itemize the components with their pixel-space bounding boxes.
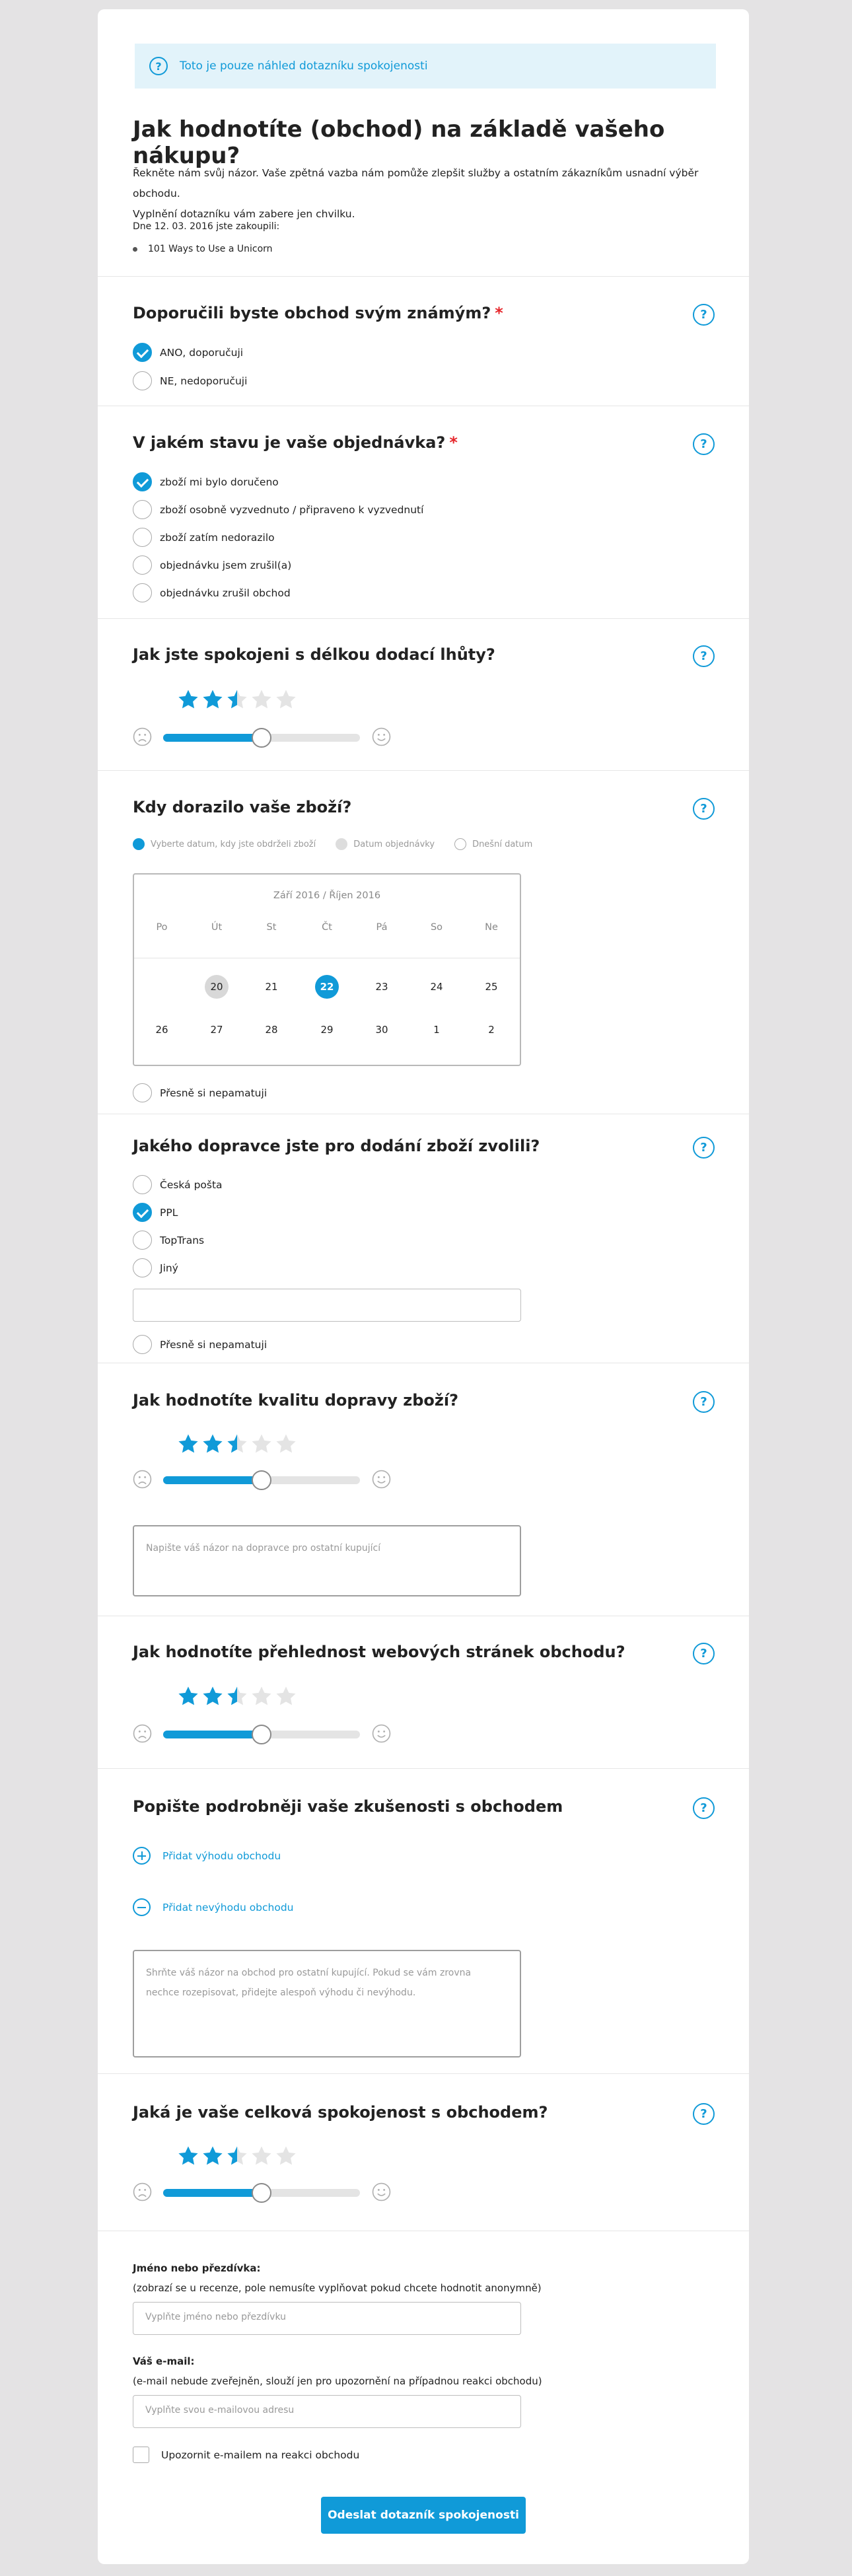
sad-face-icon bbox=[133, 1724, 152, 1743]
sad-face-icon bbox=[133, 2182, 152, 2201]
date-option-today[interactable] bbox=[454, 838, 532, 850]
calendar-day[interactable]: 23 bbox=[375, 981, 388, 993]
slider-fill bbox=[163, 1731, 262, 1738]
star-full-icon[interactable] bbox=[177, 1433, 199, 1455]
radio-option[interactable] bbox=[133, 500, 423, 519]
other-carrier-input[interactable] bbox=[133, 1289, 521, 1322]
star-empty-icon[interactable] bbox=[275, 1433, 297, 1455]
purchase-date-label: Dne 12. 03. 2016 jste zakoupili: bbox=[133, 221, 280, 232]
intro-line-1: Řekněte nám svůj názor. Vaše zpětná vazba nám pomůže zlepšit služby a ostatním zákazníkům usnadní výběr obchodu. bbox=[133, 167, 699, 199]
satisfaction-slider[interactable] bbox=[133, 1470, 410, 1489]
calendar-day[interactable]: 20 bbox=[205, 975, 229, 999]
radio-unchecked[interactable] bbox=[133, 555, 152, 575]
slider-track[interactable] bbox=[163, 2189, 360, 2197]
add-pro-button[interactable] bbox=[133, 1847, 281, 1865]
carrier-review-textarea[interactable]: Napište váš názor na dopravce pro ostatní kupující bbox=[133, 1525, 521, 1596]
slider-track[interactable] bbox=[163, 1476, 360, 1484]
radio-option[interactable] bbox=[133, 555, 291, 575]
intro-line-2: Vyplnění dotazníku vám zabere jen chvilku. bbox=[133, 208, 355, 220]
calendar-day[interactable]: 21 bbox=[265, 981, 278, 993]
option-label: Jiný bbox=[160, 1262, 178, 1274]
help-icon[interactable]: ? bbox=[693, 304, 715, 326]
weekday-label: St bbox=[266, 922, 277, 933]
star-empty-icon[interactable] bbox=[250, 2145, 273, 2167]
option-label: objednávku zrušil obchod bbox=[160, 587, 291, 599]
add-pro-label: Přidat výhodu obchodu bbox=[162, 1849, 281, 1862]
question-text: Doporučili byste obchod svým známým? bbox=[133, 304, 491, 322]
star-full-icon[interactable] bbox=[201, 1685, 224, 1707]
slider-handle[interactable] bbox=[252, 1470, 271, 1490]
option-label: Přesně si nepamatuji bbox=[160, 1338, 267, 1351]
slider-fill bbox=[163, 734, 262, 742]
radio-unchecked[interactable] bbox=[133, 1175, 152, 1194]
calendar-header: Září 2016 / Říjen 2016 bbox=[273, 890, 381, 901]
notify-checkbox-row[interactable] bbox=[133, 2447, 359, 2463]
help-icon[interactable]: ? bbox=[693, 645, 715, 667]
product-name: 101 Ways to Use a Unicorn bbox=[148, 244, 273, 254]
star-full-icon[interactable] bbox=[177, 688, 199, 711]
radio-unchecked[interactable] bbox=[133, 1231, 152, 1250]
email-field-label bbox=[133, 2351, 542, 2391]
product-item bbox=[133, 244, 273, 254]
banner-text: Toto je pouze náhled dotazníku spokojenosti bbox=[180, 59, 428, 73]
radio-option[interactable] bbox=[133, 371, 247, 390]
calendar-day[interactable]: 1 bbox=[433, 1024, 440, 1036]
date-source-options bbox=[133, 838, 552, 850]
slider-track[interactable] bbox=[163, 1731, 360, 1738]
option-label: Vyberte datum, kdy jste obdrželi zboží bbox=[151, 839, 316, 849]
question-arrival-date-title: Kdy dorazilo vaše zboží? bbox=[133, 798, 352, 816]
question-recommend-title bbox=[133, 304, 503, 322]
radio-disabled[interactable] bbox=[336, 838, 347, 850]
help-icon[interactable]: ? bbox=[693, 1643, 715, 1664]
sad-face-icon bbox=[133, 727, 152, 746]
calendar-day[interactable]: 27 bbox=[210, 1024, 223, 1036]
radio-unchecked[interactable] bbox=[133, 1335, 152, 1354]
sad-face-icon bbox=[133, 1470, 152, 1489]
calendar-day[interactable]: 24 bbox=[430, 981, 443, 993]
calendar-day[interactable]: 2 bbox=[488, 1024, 495, 1036]
radio-option[interactable] bbox=[133, 1203, 178, 1222]
radio-checked[interactable] bbox=[133, 472, 152, 491]
label-text: Váš e-mail: bbox=[133, 2355, 195, 2367]
question-website-title: Jak hodnotíte přehlednost webových stránek obchodu? bbox=[133, 1643, 625, 1661]
radio-checked[interactable] bbox=[133, 838, 145, 850]
survey-card bbox=[98, 9, 749, 2564]
radio-option[interactable] bbox=[133, 1231, 204, 1250]
radio-option[interactable] bbox=[133, 1258, 178, 1277]
slider-handle[interactable] bbox=[252, 728, 271, 748]
radio-checked[interactable] bbox=[133, 1203, 152, 1222]
radio-option[interactable] bbox=[133, 583, 291, 602]
section-divider bbox=[98, 1768, 749, 1769]
section-divider bbox=[98, 618, 749, 619]
section-divider bbox=[98, 770, 749, 771]
submit-button[interactable]: Odeslat dotazník spokojenosti bbox=[321, 2497, 526, 2534]
weekday-label: Út bbox=[211, 922, 223, 933]
star-rating[interactable] bbox=[177, 688, 299, 711]
notify-checkbox[interactable] bbox=[133, 2447, 149, 2463]
question-carrier-title: Jakého dopravce jste pro dodání zboží zvolili? bbox=[133, 1137, 540, 1155]
radio-unchecked[interactable] bbox=[454, 838, 466, 850]
required-mark: * bbox=[449, 433, 458, 452]
textarea-placeholder-line: Shrňte váš názor na obchod pro ostatní kupující. Pokud se vám zrovna bbox=[146, 1968, 472, 1978]
slider-fill bbox=[163, 2189, 262, 2197]
radio-unchecked[interactable] bbox=[133, 371, 152, 390]
radio-option[interactable] bbox=[133, 1083, 267, 1102]
page-title: Jak hodnotíte (obchod) na základě vašeho nákupu? bbox=[133, 116, 665, 169]
star-empty-icon[interactable] bbox=[275, 2145, 297, 2167]
star-empty-icon[interactable] bbox=[275, 688, 297, 711]
happy-face-icon bbox=[372, 727, 391, 746]
option-label: Česká pošta bbox=[160, 1178, 223, 1191]
star-rating[interactable] bbox=[177, 1433, 299, 1455]
question-transport-quality-title: Jak hodnotíte kvalitu dopravy zboží? bbox=[133, 1391, 459, 1410]
star-rating[interactable] bbox=[177, 1685, 299, 1707]
star-rating[interactable] bbox=[177, 2145, 299, 2167]
option-label: ANO, doporučuji bbox=[160, 346, 244, 359]
date-option-order[interactable] bbox=[336, 838, 435, 850]
happy-face-icon bbox=[372, 1470, 391, 1489]
option-label: Dnešní datum bbox=[472, 839, 533, 849]
question-delivery-time-title: Jak jste spokojeni s délkou dodací lhůty? bbox=[133, 645, 495, 664]
section-divider bbox=[98, 2073, 749, 2074]
happy-face-icon bbox=[372, 2182, 391, 2201]
help-icon[interactable]: ? bbox=[693, 1797, 715, 1819]
minus-circle-icon bbox=[133, 1898, 151, 1916]
weekday-label: So bbox=[430, 922, 443, 933]
radio-checked[interactable] bbox=[133, 343, 152, 362]
slider-fill bbox=[163, 1476, 262, 1484]
star-full-icon[interactable] bbox=[177, 2145, 199, 2167]
checkbox-label: Upozornit e-mailem na reakci obchodu bbox=[161, 2449, 360, 2461]
help-icon[interactable]: ? bbox=[693, 433, 715, 455]
option-label: TopTrans bbox=[160, 1234, 205, 1246]
calendar bbox=[133, 873, 521, 1066]
help-circle-icon: ? bbox=[149, 57, 168, 75]
satisfaction-slider[interactable] bbox=[133, 1724, 410, 1744]
required-mark: * bbox=[495, 304, 503, 322]
slider-handle[interactable] bbox=[252, 2183, 271, 2203]
satisfaction-slider[interactable] bbox=[133, 727, 410, 747]
section-divider bbox=[98, 276, 749, 277]
satisfaction-slider[interactable] bbox=[133, 2182, 410, 2202]
question-order-state-title bbox=[133, 433, 458, 452]
weekday-label: Pá bbox=[376, 922, 388, 933]
question-experience-title: Popište podrobněji vaše zkušenosti s obchodem bbox=[133, 1797, 563, 1816]
preview-banner bbox=[135, 44, 716, 89]
star-half-icon[interactable] bbox=[226, 1685, 248, 1707]
calendar-day[interactable]: 30 bbox=[375, 1024, 388, 1036]
radio-option[interactable] bbox=[133, 528, 275, 547]
option-label: zboží mi bylo doručeno bbox=[160, 476, 279, 488]
star-full-icon[interactable] bbox=[177, 1685, 199, 1707]
help-icon[interactable]: ? bbox=[693, 2103, 715, 2125]
help-icon[interactable]: ? bbox=[693, 798, 715, 820]
help-icon[interactable]: ? bbox=[693, 1137, 715, 1159]
slider-handle[interactable] bbox=[252, 1725, 271, 1744]
radio-option[interactable] bbox=[133, 472, 279, 491]
radio-unchecked[interactable] bbox=[133, 583, 152, 602]
experience-textarea[interactable] bbox=[133, 1950, 521, 2057]
radio-option[interactable] bbox=[133, 1335, 267, 1354]
star-full-icon[interactable] bbox=[201, 1433, 224, 1455]
date-option-received[interactable] bbox=[133, 838, 316, 850]
star-half-icon[interactable] bbox=[226, 688, 248, 711]
textarea-placeholder-line: nechce rozepisovat, přidejte alespoň výhodu či nevýhodu. bbox=[146, 1987, 416, 1998]
calendar-day-selected[interactable]: 22 bbox=[315, 975, 339, 999]
calendar-day[interactable]: 28 bbox=[265, 1024, 278, 1036]
star-half-icon[interactable] bbox=[226, 2145, 248, 2167]
star-full-icon[interactable] bbox=[201, 688, 224, 711]
calendar-day[interactable]: 25 bbox=[485, 981, 498, 993]
star-full-icon[interactable] bbox=[201, 2145, 224, 2167]
label-text: Jméno nebo přezdívka: bbox=[133, 2262, 261, 2274]
option-label: Přesně si nepamatuji bbox=[160, 1087, 267, 1099]
add-con-button[interactable] bbox=[133, 1898, 294, 1916]
weekday-label: Čt bbox=[322, 922, 332, 933]
star-empty-icon[interactable] bbox=[250, 1433, 273, 1455]
star-empty-icon[interactable] bbox=[250, 688, 273, 711]
email-input[interactable]: Vyplňte svou e-mailovou adresu bbox=[133, 2395, 521, 2428]
star-empty-icon[interactable] bbox=[250, 1685, 273, 1707]
slider-track[interactable] bbox=[163, 734, 360, 742]
radio-option[interactable] bbox=[133, 1175, 223, 1194]
option-label: Datum objednávky bbox=[353, 839, 435, 849]
option-label: objednávku jsem zrušil(a) bbox=[160, 559, 292, 571]
help-icon[interactable]: ? bbox=[693, 1391, 715, 1413]
option-label: zboží osobně vyzvednuto / připraveno k vyzvednutí bbox=[160, 503, 424, 516]
label-note: (zobrazí se u recenze, pole nemusíte vyplňovat pokud chcete hodnotit anonymně) bbox=[133, 2282, 542, 2294]
name-input[interactable]: Vyplňte jméno nebo přezdívku bbox=[133, 2302, 521, 2335]
option-label: NE, nedoporučuji bbox=[160, 375, 248, 387]
calendar-day[interactable]: 26 bbox=[155, 1024, 168, 1036]
add-con-label: Přidat nevýhodu obchodu bbox=[162, 1901, 294, 1914]
question-text: V jakém stavu je vaše objednávka? bbox=[133, 433, 446, 452]
label-note: (e-mail nebude zveřejněn, slouží jen pro upozornění na případnou reakci obchodu) bbox=[133, 2375, 542, 2387]
radio-unchecked[interactable] bbox=[133, 500, 152, 519]
bullet-icon bbox=[133, 247, 137, 252]
star-half-icon[interactable] bbox=[226, 1433, 248, 1455]
intro-text bbox=[133, 163, 727, 225]
option-label: PPL bbox=[160, 1206, 178, 1219]
calendar-day[interactable]: 29 bbox=[320, 1024, 334, 1036]
radio-unchecked[interactable] bbox=[133, 1258, 152, 1277]
radio-unchecked[interactable] bbox=[133, 528, 152, 547]
happy-face-icon bbox=[372, 1724, 391, 1743]
option-label: zboží zatím nedorazilo bbox=[160, 531, 275, 544]
weekday-label: Po bbox=[156, 922, 168, 933]
name-field-label bbox=[133, 2258, 542, 2298]
weekday-label: Ne bbox=[485, 922, 498, 933]
radio-unchecked[interactable] bbox=[133, 1083, 152, 1102]
radio-option[interactable] bbox=[133, 343, 243, 362]
question-overall-title: Jaká je vaše celková spokojenost s obchodem? bbox=[133, 2103, 548, 2122]
plus-circle-icon bbox=[133, 1847, 151, 1865]
star-empty-icon[interactable] bbox=[275, 1685, 297, 1707]
